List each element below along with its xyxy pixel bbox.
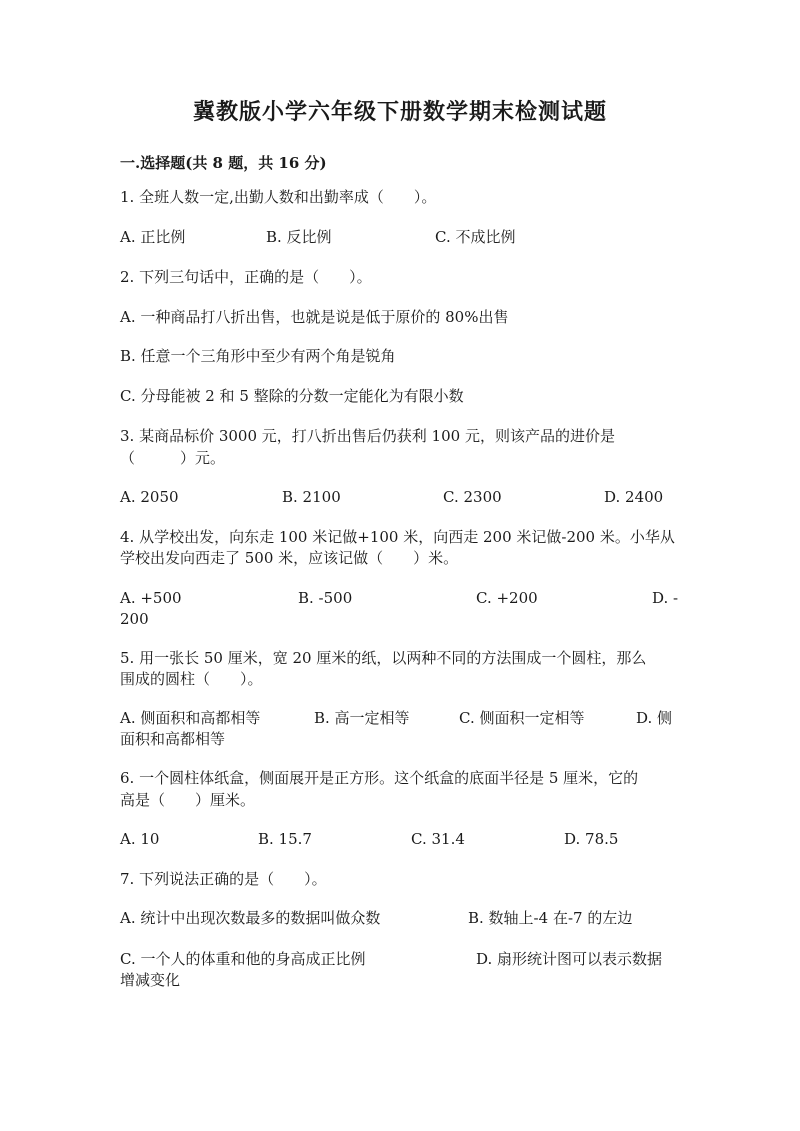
question-6-stem-line-1: 6. 一个圆柱体纸盒，侧面展开是正方形。这个纸盒的底面半径是 5 厘米，它的 [120, 769, 639, 787]
question-2-option-b: B. 任意一个三角形中至少有两个角是锐角 [120, 347, 396, 365]
question-5-option-b: B. 高一定相等 [314, 709, 410, 727]
question-7-stem: 7. 下列说法正确的是（ ）。 [120, 870, 327, 888]
question-5-stem-line-2: 围成的圆柱（ ）。 [120, 670, 263, 688]
question-4-option-b: B. -500 [298, 589, 353, 607]
question-4-option-a: A. +500 [120, 589, 182, 607]
question-6-option-b: B. 15.7 [258, 830, 312, 848]
question-5-option-a: A. 侧面积和高都相等 [120, 709, 261, 727]
question-4-option-c: C. +200 [476, 589, 538, 607]
question-7-option-a: A. 统计中出现次数最多的数据叫做众数 [120, 909, 381, 927]
question-3-stem-line-1: 3. 某商品标价 3000 元，打八折出售后仍获利 100 元，则该产品的进价是 [120, 427, 615, 445]
question-3-option-c: C. 2300 [443, 488, 502, 506]
question-5-option-d: D. 侧 [636, 709, 673, 727]
question-7-option-b: B. 数轴上-4 在-7 的左边 [468, 909, 633, 927]
question-5-stem-line-1: 5. 用一张长 50 厘米，宽 20 厘米的纸，以两种不同的方法围成一个圆柱，那么 [120, 649, 647, 667]
question-5-option-c: C. 侧面积一定相等 [459, 709, 585, 727]
question-7-option-d-wrap: 增减变化 [120, 971, 181, 989]
question-6-stem-line-2: 高是（ ）厘米。 [120, 791, 256, 809]
question-1-option-c: C. 不成比例 [435, 228, 516, 246]
question-6-option-a: A. 10 [120, 830, 160, 848]
question-3-option-b: B. 2100 [282, 488, 341, 506]
question-4-stem-line-2: 学校出发向西走了 500 米，应该记做（ ）米。 [120, 549, 459, 567]
question-6-option-c: C. 31.4 [411, 830, 465, 848]
section-header: 一.选择题(共 8 题，共 16 分) [120, 154, 327, 172]
question-4-stem-line-1: 4. 从学校出发，向东走 100 米记做+100 米，向西走 200 米记做-200 米。小华从 [120, 528, 675, 546]
question-2-option-c: C. 分母能被 2 和 5 整除的分数一定能化为有限小数 [120, 387, 464, 405]
question-5-option-d-wrap: 面积和高都相等 [120, 730, 226, 748]
page-title: 冀教版小学六年级下册数学期末检测试题 [192, 99, 607, 125]
question-4-option-d-wrap: 200 [120, 610, 149, 628]
question-2-stem: 2. 下列三句话中，正确的是（ ）。 [120, 268, 372, 286]
question-4-option-d: D. - [652, 589, 679, 607]
question-1-stem: 1. 全班人数一定,出勤人数和出勤率成（ ）。 [120, 188, 437, 206]
question-6-option-d: D. 78.5 [564, 830, 619, 848]
question-3-option-d: D. 2400 [604, 488, 664, 506]
question-2-option-a: A. 一种商品打八折出售，也就是说是低于原价的 80%出售 [120, 308, 509, 326]
question-1-option-b: B. 反比例 [266, 228, 332, 246]
question-3-option-a: A. 2050 [120, 488, 179, 506]
question-7-option-c: C. 一个人的体重和他的身高成正比例 [120, 950, 366, 968]
question-1-option-a: A. 正比例 [120, 228, 186, 246]
question-3-stem-line-2: （ ）元。 [120, 449, 226, 467]
question-7-option-d: D. 扇形统计图可以表示数据 [476, 950, 663, 968]
